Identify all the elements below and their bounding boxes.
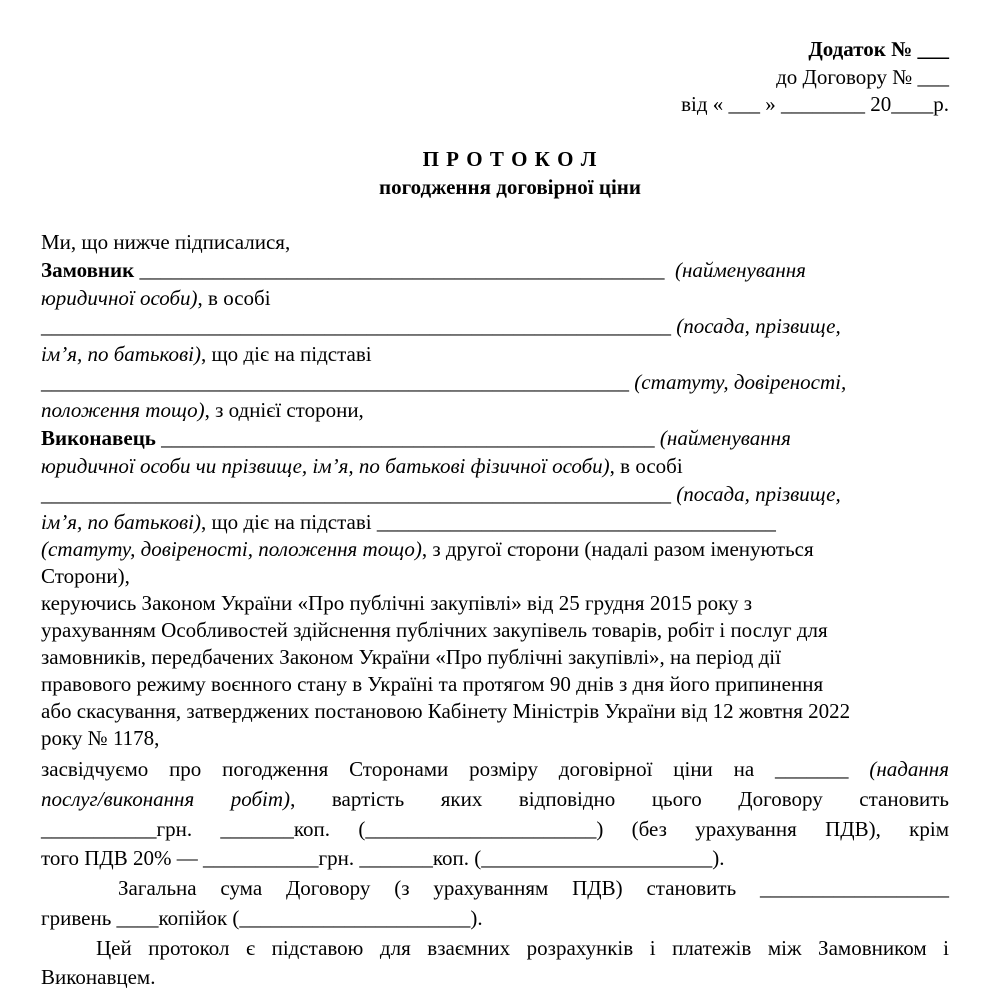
price-line-2 (41, 787, 949, 811)
text: , з однієї сторони, (204, 398, 364, 422)
paragraph-line: правового режиму воєнного стану в Україні та протягом 90 днів з дня його припинення (41, 672, 824, 696)
contractor-line (41, 426, 791, 450)
parties-line: Сторони), (41, 564, 130, 588)
hint-text: (найменування (659, 426, 791, 450)
contractor-basis-line (41, 537, 814, 561)
closing-line-2: Виконавцем. (41, 965, 156, 989)
text: засвідчуємо про погодження Сторонами розміру договірної ціни на _______ (41, 757, 870, 781)
customer-rep-line (41, 314, 841, 338)
hint-text: юридичної особи) (41, 286, 198, 310)
customer-line (41, 258, 806, 282)
customer-label: Замовник (41, 258, 135, 282)
customer-hint: (найменування (669, 258, 806, 282)
hint-text: (посада, прізвище, (676, 314, 841, 338)
text: , що діє на підставі (201, 342, 372, 366)
contractor-line-2 (41, 454, 683, 478)
closing-line: Цей протокол є підставою для взаємних розрахунків і платежів між Замовником і (96, 936, 949, 960)
hint-text: юридичної особи чи прізвище, ім’я, по батькові фізичної особи) (41, 454, 610, 478)
customer-line-2 (41, 286, 271, 310)
hint-text: (посада, прізвище, (676, 482, 841, 506)
blank: _______________________________________________ (155, 426, 660, 450)
text: , що діє на підставі ______________________________________ (201, 510, 776, 534)
hint-text: (статуту, довіреності, (634, 370, 847, 394)
total-line: Загальна сума Договору (з урахуванням ПДВ) становить __________________ (118, 876, 949, 900)
hint-text: послуг/виконання робіт) (41, 787, 291, 811)
contract-number: до Договору № ___ (776, 65, 949, 89)
paragraph-line: керуючись Законом України «Про публічні закупівлі» від 25 грудня 2015 року з (41, 591, 753, 615)
customer-basis-line-2 (41, 398, 364, 422)
customer-blank: __________________________________________________ (134, 258, 670, 282)
text: , в особі (197, 286, 271, 310)
blank: ____________________________________________________________ (41, 314, 677, 338)
intro-line: Ми, що нижче підписалися, (41, 230, 291, 254)
paragraph-line: або скасування, затверджених постановою Кабінету Міністрів України від 12 жовтня 2022 (41, 699, 851, 723)
total-line-2: гривень ____копійок (______________________). (41, 906, 483, 930)
page-title: П Р О Т О К О Л (422, 147, 598, 171)
hint-text: (надання (869, 757, 949, 781)
appendix-number: Додаток № ___ (808, 37, 949, 61)
vat-line: того ПДВ 20% — ___________грн. _______коп. (______________________). (41, 846, 725, 870)
blank: ________________________________________________________ (41, 370, 635, 394)
contract-date: від « ___ » ________ 20____р. (681, 92, 949, 116)
text: , в особі (609, 454, 683, 478)
contractor-label: Виконавець (41, 426, 156, 450)
text: , вартість яких відповідно цього Договору становить (290, 787, 949, 811)
page-subtitle: погодження договірної ціни (379, 175, 641, 199)
hint-text: ім’я, по батькові) (41, 342, 201, 366)
contractor-rep-line (41, 482, 841, 506)
contractor-rep-line-2 (41, 510, 776, 534)
text: , з другої сторони (надалі разом іменуються (421, 537, 814, 561)
paragraph-line: року № 1178, (41, 726, 160, 750)
hint-text: положення тощо) (41, 398, 205, 422)
customer-basis-line (41, 370, 846, 394)
paragraph-line: урахуванням Особливостей здійснення публічних закупівель товарів, робіт і послуг для (41, 618, 828, 642)
paragraph-line: замовників, передбачених Законом України «Про публічні закупівлі», на період дії (41, 645, 781, 669)
hint-text: (статуту, довіреності, положення тощо) (41, 537, 422, 561)
blank: ____________________________________________________________ (41, 482, 677, 506)
customer-rep-line-2 (41, 342, 372, 366)
price-amount-line: ___________грн. _______коп. (______________________) (без урахування ПДВ), крім (41, 817, 949, 841)
hint-text: ім’я, по батькові) (41, 510, 201, 534)
price-line (41, 757, 949, 781)
